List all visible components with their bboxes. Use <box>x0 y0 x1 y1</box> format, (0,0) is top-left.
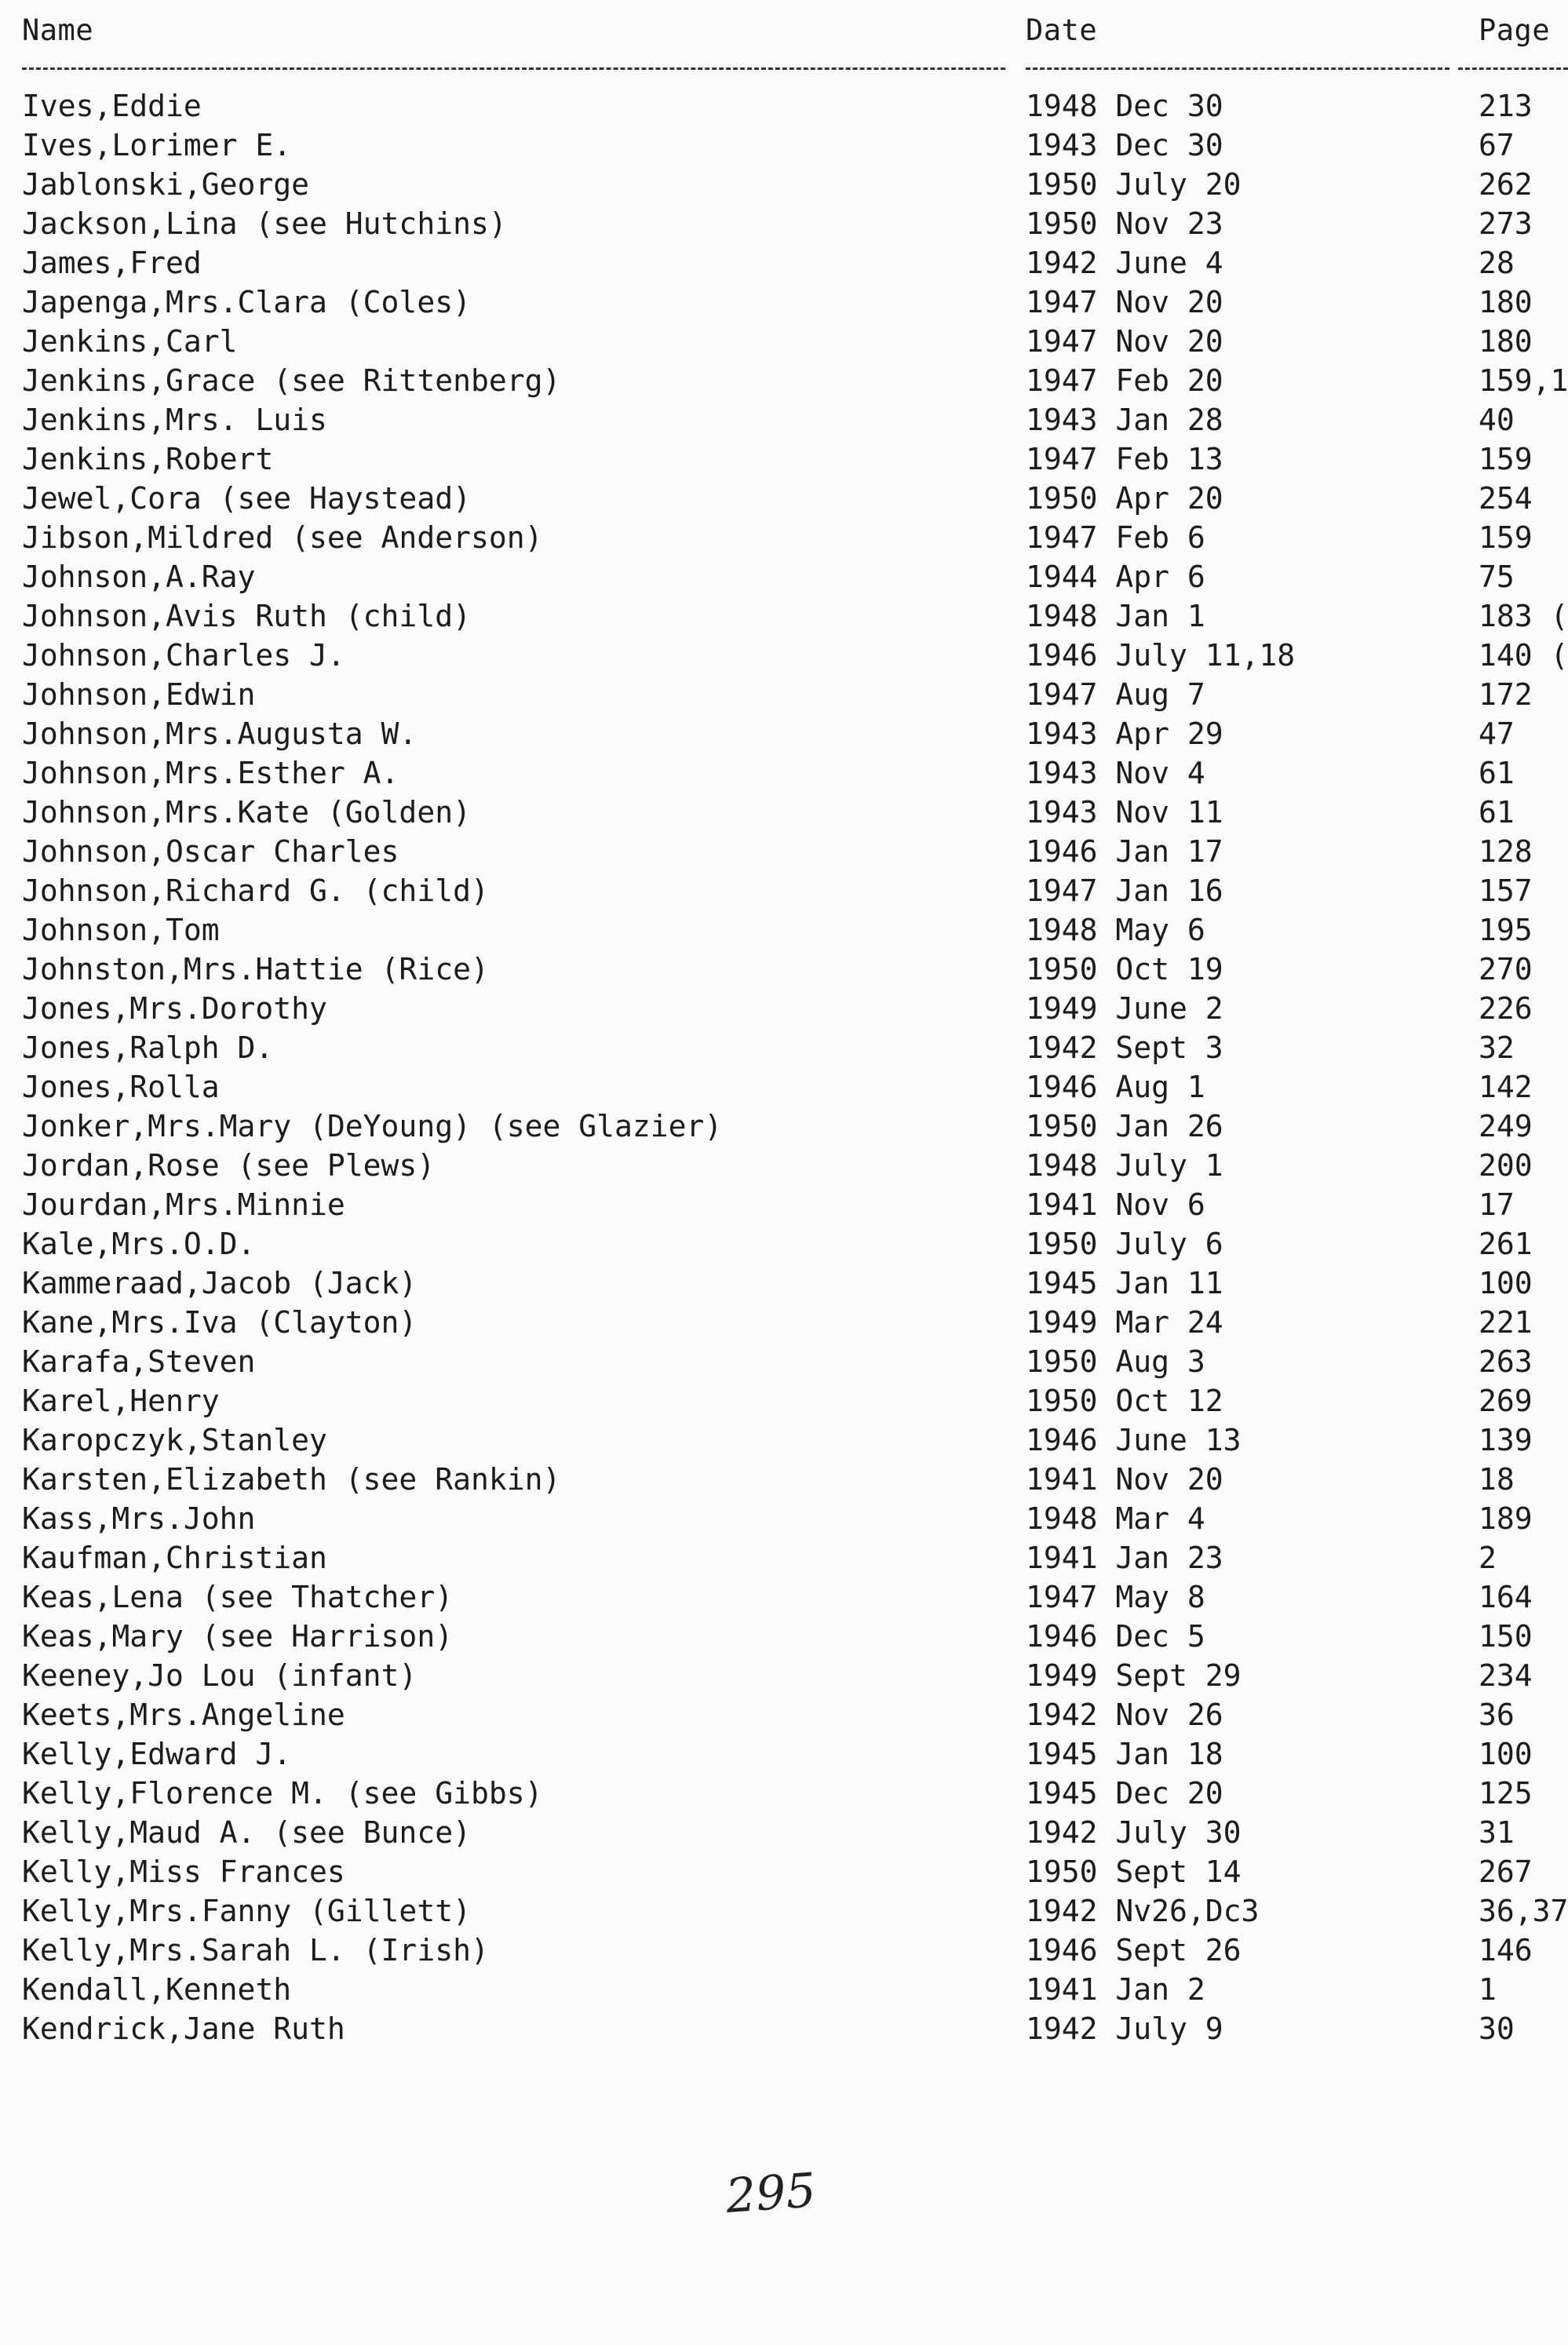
index-entry <box>0 675 1568 714</box>
entry-name: Johnson,Avis Ruth (child) <box>22 599 471 633</box>
entry-name: Johnson,A.Ray <box>22 560 256 594</box>
entry-name: Kelly,Miss Frances <box>22 1854 345 1889</box>
entry-date: 1945 Jan 18 <box>1026 1737 1223 1771</box>
entry-name: Kendrick,Jane Ruth <box>22 2011 345 2046</box>
entry-name: Kelly,Mrs.Fanny (Gillett) <box>22 1894 471 1928</box>
entry-name: Karafa,Steven <box>22 1344 256 1379</box>
index-entry-list <box>0 86 1568 2048</box>
entry-date: 1950 Apr 20 <box>1026 481 1223 516</box>
index-entry <box>0 1381 1568 1420</box>
entry-name: Kale,Mrs.O.D. <box>22 1227 256 1261</box>
entry-page: 273 <box>1479 206 1533 241</box>
entry-page: 30 <box>1479 2011 1515 2046</box>
entry-name: Keas,Lena (see Thatcher) <box>22 1580 454 1614</box>
entry-date: 1948 May 6 <box>1026 913 1205 947</box>
entry-page: 139 <box>1479 1423 1533 1457</box>
index-entry <box>0 1891 1568 1931</box>
entry-page: 157 <box>1479 873 1533 908</box>
entry-page: 226 <box>1479 991 1533 1026</box>
entry-date: 1942 Nov 26 <box>1026 1698 1223 1732</box>
entry-page: 18 <box>1479 1462 1515 1497</box>
entry-name: Jablonski,George <box>22 167 310 202</box>
entry-page: 28 <box>1479 246 1515 280</box>
entry-date: 1950 Oct 12 <box>1026 1384 1223 1418</box>
entry-date: 1942 Nv26,Dc3 <box>1026 1894 1260 1928</box>
entry-name: Keets,Mrs.Angeline <box>22 1698 345 1732</box>
entry-page: 254 <box>1479 481 1533 516</box>
entry-date: 1947 Jan 16 <box>1026 873 1223 908</box>
column-header-page: Page <box>1479 13 1551 47</box>
index-entry <box>0 1734 1568 1774</box>
entry-date: 1941 Jan 23 <box>1026 1541 1223 1575</box>
index-entry <box>0 1303 1568 1342</box>
entry-name: Johnson,Mrs.Augusta W. <box>22 717 418 751</box>
index-entry <box>0 1813 1568 1852</box>
index-entry <box>0 557 1568 596</box>
entry-date: 1945 Jan 11 <box>1026 1266 1223 1300</box>
entry-page: 159 <box>1479 520 1533 555</box>
entry-date: 1950 Nov 23 <box>1026 206 1223 241</box>
index-entry <box>0 1460 1568 1499</box>
column-header-date: Date <box>1026 13 1098 47</box>
entry-name: Jordan,Rose (see Plews) <box>22 1148 436 1183</box>
entry-name: Jones,Ralph D. <box>22 1030 274 1065</box>
entry-name: Johnson,Tom <box>22 913 220 947</box>
entry-page: 150 <box>1479 1619 1533 1654</box>
entry-name: Jenkins,Carl <box>22 324 238 359</box>
entry-name: Japenga,Mrs.Clara (Coles) <box>22 285 471 319</box>
entry-date: 1950 July 6 <box>1026 1227 1223 1261</box>
entry-date: 1946 Aug 1 <box>1026 1070 1205 1104</box>
entry-date: 1950 Oct 19 <box>1026 952 1223 987</box>
entry-date: 1941 Nov 6 <box>1026 1187 1205 1222</box>
entry-date: 1948 Dec 30 <box>1026 89 1223 123</box>
entry-name: Ives,Eddie <box>22 89 202 123</box>
entry-name: Johnson,Mrs.Kate (Golden) <box>22 795 471 830</box>
index-entry <box>0 2009 1568 2048</box>
entry-date: 1941 Jan 2 <box>1026 1972 1205 2007</box>
entry-name: Johnston,Mrs.Hattie (Rice) <box>22 952 489 987</box>
index-entry <box>0 596 1568 636</box>
index-entry <box>0 1499 1568 1538</box>
entry-page: 267 <box>1479 1854 1533 1889</box>
entry-page: 221 <box>1479 1305 1533 1340</box>
entry-page: 263 <box>1479 1344 1533 1379</box>
entry-name: Kane,Mrs.Iva (Clayton) <box>22 1305 418 1340</box>
column-header-name: Name <box>22 13 94 47</box>
entry-date: 1942 July 9 <box>1026 2011 1223 2046</box>
entry-date: 1946 July 11,18 <box>1026 638 1296 673</box>
entry-name: Karsten,Elizabeth (see Rankin) <box>22 1462 561 1497</box>
entry-page: 159,1 <box>1479 363 1568 398</box>
entry-page: 142 <box>1479 1070 1533 1104</box>
entry-date: 1948 Jan 1 <box>1026 599 1205 633</box>
entry-name: Kelly,Maud A. (see Bunce) <box>22 1815 471 1850</box>
entry-date: 1950 Jan 26 <box>1026 1109 1223 1143</box>
entry-name: Karopczyk,Stanley <box>22 1423 327 1457</box>
entry-date: 1946 Sept 26 <box>1026 1933 1242 1968</box>
entry-name: Jones,Mrs.Dorothy <box>22 991 327 1026</box>
entry-name: Kelly,Florence M. (see Gibbs) <box>22 1776 543 1811</box>
entry-date: 1949 Sept 29 <box>1026 1658 1242 1693</box>
entry-name: Johnson,Richard G. (child) <box>22 873 489 908</box>
entry-name: Jackson,Lina (see Hutchins) <box>22 206 507 241</box>
index-entry <box>0 1224 1568 1264</box>
index-entry <box>0 714 1568 753</box>
entry-name: Jibson,Mildred (see Anderson) <box>22 520 543 555</box>
index-entry <box>0 910 1568 950</box>
entry-date: 1941 Nov 20 <box>1026 1462 1223 1497</box>
index-entry <box>0 518 1568 557</box>
entry-date: 1950 Sept 14 <box>1026 1854 1242 1889</box>
entry-name: Kaufman,Christian <box>22 1541 327 1575</box>
entry-page: 61 <box>1479 756 1515 790</box>
index-entry <box>0 1970 1568 2009</box>
index-entry <box>0 1028 1568 1067</box>
entry-page: 17 <box>1479 1187 1515 1222</box>
index-entry <box>0 989 1568 1028</box>
index-entry <box>0 1185 1568 1224</box>
index-entry <box>0 1538 1568 1577</box>
entry-page: 200 <box>1479 1148 1533 1183</box>
entry-name: Kass,Mrs.John <box>22 1501 256 1536</box>
entry-page: 1 <box>1479 1972 1497 2007</box>
index-entry <box>0 753 1568 793</box>
entry-page: 270 <box>1479 952 1533 987</box>
index-entry <box>0 165 1568 204</box>
entry-page: 269 <box>1479 1384 1533 1418</box>
entry-date: 1943 Jan 28 <box>1026 403 1223 437</box>
entry-name: Jones,Rolla <box>22 1070 220 1104</box>
entry-date: 1947 Nov 20 <box>1026 285 1223 319</box>
index-entry <box>0 204 1568 243</box>
entry-date: 1942 June 4 <box>1026 246 1223 280</box>
entry-page: 100 <box>1479 1737 1533 1771</box>
entry-date: 1943 Apr 29 <box>1026 717 1223 751</box>
index-entry <box>0 1931 1568 1970</box>
entry-date: 1946 Jan 17 <box>1026 834 1223 869</box>
entry-page: 128 <box>1479 834 1533 869</box>
index-entry <box>0 1695 1568 1734</box>
entry-date: 1948 Mar 4 <box>1026 1501 1205 1536</box>
entry-page: 146 <box>1479 1933 1533 1968</box>
entry-name: Kelly,Edward J. <box>22 1737 292 1771</box>
index-entry <box>0 126 1568 165</box>
entry-date: 1944 Apr 6 <box>1026 560 1205 594</box>
entry-name: Jewel,Cora (see Haystead) <box>22 481 471 516</box>
entry-date: 1947 May 8 <box>1026 1580 1205 1614</box>
entry-page: 159 <box>1479 442 1533 476</box>
entry-page: 140 ( <box>1479 638 1568 673</box>
entry-page: 125 <box>1479 1776 1533 1811</box>
entry-name: Jenkins,Robert <box>22 442 274 476</box>
index-entry <box>0 636 1568 675</box>
entry-name: Johnson,Charles J. <box>22 638 345 673</box>
entry-date: 1949 June 2 <box>1026 991 1223 1026</box>
entry-date: 1950 Aug 3 <box>1026 1344 1205 1379</box>
entry-page: 36 <box>1479 1698 1515 1732</box>
header-rule-name <box>22 67 1005 70</box>
index-entry <box>0 283 1568 322</box>
entry-name: Johnson,Mrs.Esther A. <box>22 756 399 790</box>
header-rule-date <box>1026 67 1449 70</box>
index-entry <box>0 1656 1568 1695</box>
index-entry <box>0 1342 1568 1381</box>
entry-page: 180 <box>1479 285 1533 319</box>
entry-date: 1943 Dec 30 <box>1026 128 1223 162</box>
index-entry <box>0 400 1568 439</box>
index-entry <box>0 322 1568 361</box>
entry-name: Jourdan,Mrs.Minnie <box>22 1187 345 1222</box>
entry-name: Karel,Henry <box>22 1384 220 1418</box>
entry-date: 1942 Sept 3 <box>1026 1030 1223 1065</box>
entry-page: 47 <box>1479 717 1515 751</box>
entry-date: 1946 June 13 <box>1026 1423 1242 1457</box>
index-entry <box>0 243 1568 283</box>
entry-page: 180 <box>1479 324 1533 359</box>
entry-page: 75 <box>1479 560 1515 594</box>
entry-date: 1946 Dec 5 <box>1026 1619 1205 1654</box>
entry-page: 164 <box>1479 1580 1533 1614</box>
entry-date: 1947 Feb 20 <box>1026 363 1223 398</box>
entry-page: 195 <box>1479 913 1533 947</box>
index-entry <box>0 1067 1568 1107</box>
entry-page: 2 <box>1479 1541 1497 1575</box>
entry-date: 1945 Dec 20 <box>1026 1776 1223 1811</box>
entry-name: Jonker,Mrs.Mary (DeYoung) (see Glazier) <box>22 1109 723 1143</box>
entry-name: Keas,Mary (see Harrison) <box>22 1619 454 1654</box>
entry-page: 249 <box>1479 1109 1533 1143</box>
index-entry <box>0 1617 1568 1656</box>
index-entry <box>0 1420 1568 1460</box>
entry-name: Jenkins,Mrs. Luis <box>22 403 327 437</box>
entry-page: 31 <box>1479 1815 1515 1850</box>
entry-page: 40 <box>1479 403 1515 437</box>
entry-page: 32 <box>1479 1030 1515 1065</box>
entry-name: Kelly,Mrs.Sarah L. (Irish) <box>22 1933 489 1968</box>
entry-name: Jenkins,Grace (see Rittenberg) <box>22 363 561 398</box>
entry-date: 1943 Nov 4 <box>1026 756 1205 790</box>
entry-page: 234 <box>1479 1658 1533 1693</box>
index-entry <box>0 479 1568 518</box>
index-entry <box>0 832 1568 871</box>
entry-page: 172 <box>1479 677 1533 712</box>
entry-name: Johnson,Oscar Charles <box>22 834 399 869</box>
entry-page: 183 ( <box>1479 599 1568 633</box>
index-entry <box>0 1264 1568 1303</box>
header-rule-page <box>1458 67 1568 70</box>
entry-date: 1950 July 20 <box>1026 167 1242 202</box>
index-entry <box>0 1577 1568 1617</box>
index-entry <box>0 950 1568 989</box>
index-entry <box>0 871 1568 910</box>
entry-page: 67 <box>1479 128 1515 162</box>
index-entry <box>0 1852 1568 1891</box>
index-entry <box>0 361 1568 400</box>
entry-date: 1947 Aug 7 <box>1026 677 1205 712</box>
entry-name: Keeney,Jo Lou (infant) <box>22 1658 418 1693</box>
entry-name: Kammeraad,Jacob (Jack) <box>22 1266 418 1300</box>
entry-date: 1942 July 30 <box>1026 1815 1242 1850</box>
entry-page: 213 <box>1479 89 1533 123</box>
entry-date: 1947 Feb 13 <box>1026 442 1223 476</box>
index-entry <box>0 1774 1568 1813</box>
entry-date: 1948 July 1 <box>1026 1148 1223 1183</box>
index-entry <box>0 1107 1568 1146</box>
entry-date: 1947 Nov 20 <box>1026 324 1223 359</box>
index-entry <box>0 793 1568 832</box>
entry-page: 262 <box>1479 167 1533 202</box>
index-entry <box>0 1146 1568 1185</box>
entry-name: Ives,Lorimer E. <box>22 128 292 162</box>
entry-date: 1949 Mar 24 <box>1026 1305 1223 1340</box>
entry-page: 261 <box>1479 1227 1533 1261</box>
entry-page: 100 <box>1479 1266 1533 1300</box>
entry-name: Kendall,Kenneth <box>22 1972 292 2007</box>
entry-name: Johnson,Edwin <box>22 677 256 712</box>
entry-name: James,Fred <box>22 246 202 280</box>
entry-page: 189 <box>1479 1501 1533 1536</box>
entry-date: 1947 Feb 6 <box>1026 520 1205 555</box>
handwritten-page-number: 295 <box>724 2163 818 2224</box>
entry-date: 1943 Nov 11 <box>1026 795 1223 830</box>
index-entry <box>0 86 1568 126</box>
entry-page: 36,37 <box>1479 1894 1568 1928</box>
entry-page: 61 <box>1479 795 1515 830</box>
index-entry <box>0 439 1568 479</box>
